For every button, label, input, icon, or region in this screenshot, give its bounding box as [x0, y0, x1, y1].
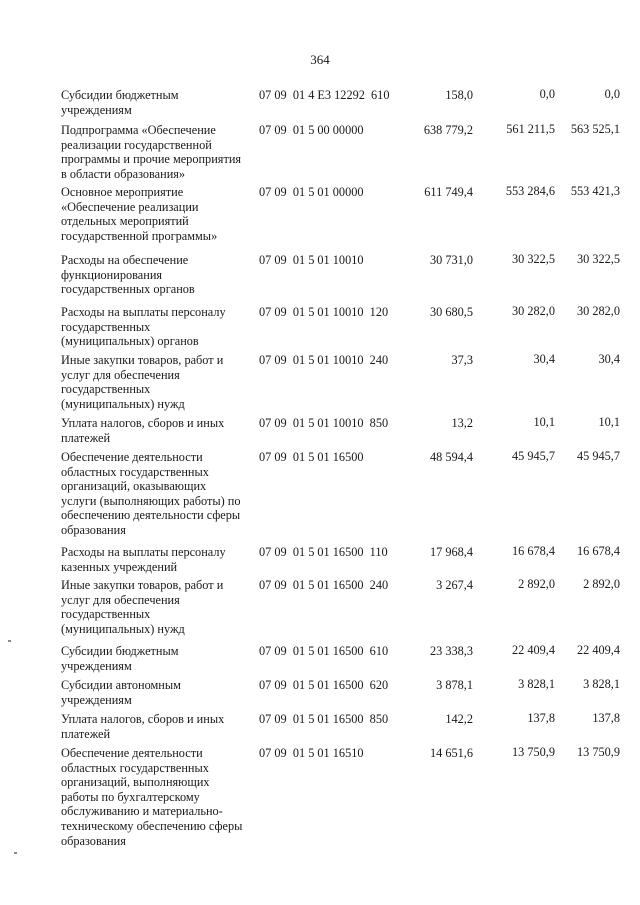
row-value-1: 30 680,5 — [429, 305, 473, 319]
row-code: 07 09 01 5 00 00000 — [259, 123, 364, 137]
row-value-2: 10,1 — [533, 415, 555, 429]
row-value-1: 13,2 — [451, 416, 473, 430]
row-name: Субсидии бюджетным учреждениям — [61, 88, 179, 117]
row-name: Иные закупки товаров, работ и услуг для обеспечения государственных (муниципальных) нужд — [61, 578, 224, 636]
row-code: 07 09 01 5 01 16500 110 — [259, 545, 388, 559]
row-value-2: 45 945,7 — [511, 449, 555, 463]
row-value-3: 553 421,3 — [570, 184, 620, 198]
row-value-2: 22 409,4 — [511, 643, 555, 657]
row-value-3: 10,1 — [598, 415, 620, 429]
row-value-3: 30,4 — [598, 352, 620, 366]
row-name: Обеспечение деятельности областных государственных организаций, выполняющих работы по бухгалтерскому обслуживанию и материально- техническому обеспечению сферы образования — [61, 746, 243, 848]
row-value-2: 30 322,5 — [511, 252, 555, 266]
row-name: Основное мероприятие «Обеспечение реализации отдельных мероприятий государственной программы» — [61, 185, 218, 243]
row-value-1: 638 779,2 — [423, 123, 473, 137]
row-name: Обеспечение деятельности областных государственных организаций, оказывающих услуги (выполняющих работы) по обеспечению деятельности сферы образования — [61, 450, 241, 537]
row-value-3: 2 892,0 — [583, 577, 620, 591]
row-value-1: 3 267,4 — [436, 578, 473, 592]
row-code: 07 09 01 5 01 16500 — [259, 450, 364, 464]
row-name: Иные закупки товаров, работ и услуг для обеспечения государственных (муниципальных) нужд — [61, 353, 224, 411]
row-value-2: 2 892,0 — [518, 577, 555, 591]
row-name: Подпрограмма «Обеспечение реализации государственной программы и прочие мероприятия в области образования» — [61, 123, 242, 181]
row-value-2: 3 828,1 — [518, 677, 555, 691]
row-value-2: 137,8 — [527, 711, 555, 725]
row-code: 07 09 01 5 01 16510 — [259, 746, 364, 760]
row-code: 07 09 01 5 01 10010 240 — [259, 353, 389, 367]
row-value-3: 563 525,1 — [570, 122, 620, 136]
row-name: Уплата налогов, сборов и иных платежей — [61, 416, 225, 445]
row-value-1: 48 594,4 — [429, 450, 473, 464]
row-value-1: 611 749,4 — [424, 185, 473, 199]
row-value-3: 30 322,5 — [576, 252, 620, 266]
row-value-1: 158,0 — [445, 88, 473, 102]
row-value-1: 23 338,3 — [429, 644, 473, 658]
row-code: 07 09 01 4 Е3 12292 610 — [259, 88, 390, 102]
row-value-2: 16 678,4 — [511, 544, 555, 558]
row-value-2: 30 282,0 — [511, 304, 555, 318]
row-value-2: 13 750,9 — [511, 745, 555, 759]
row-name: Расходы на выплаты персоналу государственных (муниципальных) органов — [61, 305, 226, 349]
row-value-3: 16 678,4 — [576, 544, 620, 558]
row-code: 07 09 01 5 01 16500 610 — [259, 644, 389, 658]
row-value-2: 553 284,6 — [505, 184, 555, 198]
row-name: Субсидии бюджетным учреждениям — [61, 644, 179, 673]
row-code: 07 09 01 5 01 16500 240 — [259, 578, 389, 592]
row-code: 07 09 01 5 01 16500 850 — [259, 712, 389, 726]
row-code: 07 09 01 5 01 10010 120 — [259, 305, 389, 319]
row-value-3: 22 409,4 — [576, 643, 620, 657]
scan-speck — [8, 640, 11, 642]
row-value-1: 30 731,0 — [429, 253, 473, 267]
row-value-2: 30,4 — [533, 352, 555, 366]
row-value-3: 137,8 — [592, 711, 620, 725]
row-code: 07 09 01 5 01 00000 — [259, 185, 364, 199]
row-name: Расходы на выплаты персоналу казенных учреждений — [61, 545, 226, 574]
row-name: Расходы на обеспечение функционирования государственных органов — [61, 253, 195, 297]
row-value-1: 3 878,1 — [436, 678, 473, 692]
row-value-2: 0,0 — [539, 87, 555, 101]
row-value-3: 0,0 — [604, 87, 620, 101]
row-value-1: 14 651,6 — [429, 746, 473, 760]
row-value-3: 45 945,7 — [576, 449, 620, 463]
scan-speck — [14, 852, 17, 854]
row-value-1: 142,2 — [445, 712, 473, 726]
page-number: 364 — [310, 52, 330, 67]
row-name: Уплата налогов, сборов и иных платежей — [61, 712, 225, 741]
row-value-3: 30 282,0 — [576, 304, 620, 318]
row-code: 07 09 01 5 01 16500 620 — [259, 678, 389, 692]
row-name: Субсидии автономным учреждениям — [61, 678, 181, 707]
row-value-2: 561 211,5 — [506, 122, 555, 136]
row-value-1: 37,3 — [451, 353, 473, 367]
row-code: 07 09 01 5 01 10010 — [259, 253, 364, 267]
row-code: 07 09 01 5 01 10010 850 — [259, 416, 389, 430]
row-value-3: 13 750,9 — [576, 745, 620, 759]
row-value-3: 3 828,1 — [583, 677, 620, 691]
row-value-1: 17 968,4 — [429, 545, 473, 559]
